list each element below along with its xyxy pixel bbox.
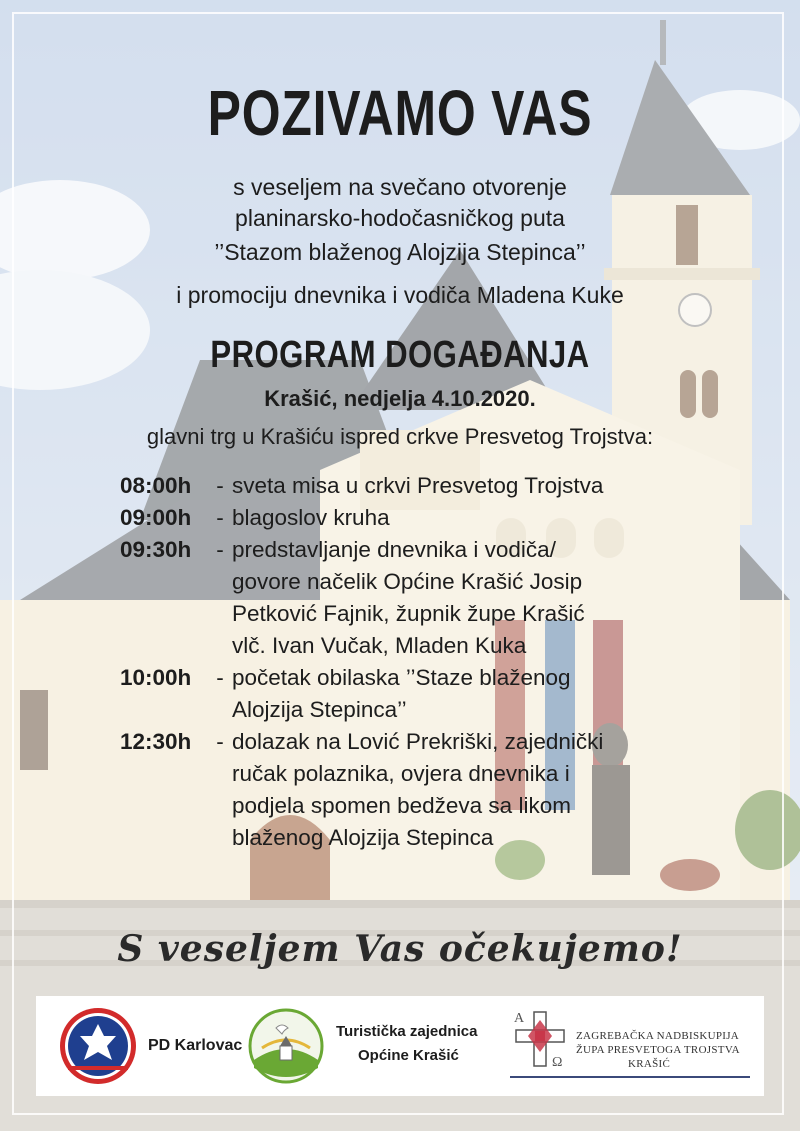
schedule-line: Alojzija Stepinca’’: [232, 697, 407, 722]
schedule-list: [120, 470, 740, 854]
pd-karlovac-label: PD Karlovac: [148, 1037, 243, 1054]
closing-message: S veseljem Vas očekujemo!: [117, 928, 683, 970]
schedule-time: 09:00h: [120, 505, 192, 530]
krasic-label: KRAŠIĆ: [628, 1058, 671, 1070]
schedule-time: 12:30h: [120, 729, 192, 754]
schedule-line: blagoslov kruha: [232, 505, 390, 530]
schedule-line: početak obilaska ’’Staze blaženog: [232, 665, 571, 690]
schedule-description: [232, 534, 740, 662]
nadbiskupija-underline: [510, 1076, 750, 1078]
schedule-line: govore načelik Općine Krašić Josip: [232, 569, 583, 594]
schedule-dash: -: [216, 665, 224, 690]
nadbiskupija-cross-logo: [510, 1006, 570, 1072]
schedule-line: Petković Fajnik, župnik župe Krašić: [232, 601, 585, 626]
schedule-dash: -: [216, 729, 224, 754]
omega-symbol: Ω: [552, 1055, 563, 1070]
nadbiskupija-label: ZAGREBAČKA NADBISKUPIJA: [576, 1030, 740, 1042]
zupa-label: ŽUPA PRESVETOGA TROJSTVA: [576, 1044, 740, 1056]
schedule-item: [120, 502, 740, 534]
schedule-item: [120, 726, 740, 854]
schedule-time: 10:00h: [120, 665, 192, 690]
turisticka-zajednica-logo: [248, 1008, 324, 1084]
event-date: Krašić, nedjelja 4.10.2020.: [264, 386, 536, 411]
schedule-line: vlč. Ivan Vučak, Mladen Kuka: [232, 633, 527, 658]
schedule-description: [232, 502, 740, 534]
turisticka-zajednica-label: Turistička zajednica: [336, 1023, 478, 1040]
schedule-dash: -: [216, 505, 224, 530]
schedule-line: ručak polaznika, ovjera dnevnika i: [232, 761, 570, 786]
schedule-line: dolazak na Lović Prekriški, zajednički: [232, 729, 604, 754]
alpha-symbol: A: [514, 1011, 525, 1026]
event-location: glavni trg u Krašiću ispred crkve Presvetog Trojstva:: [146, 424, 654, 449]
schedule-dash: -: [216, 473, 224, 498]
intro-line-3: ’’Stazom blaženog Alojzija Stepinca’’: [214, 239, 586, 265]
schedule-item: [120, 534, 740, 662]
intro-line-1: s veseljem na svečano otvorenje: [233, 174, 567, 200]
schedule-line: sveta misa u crkvi Presvetog Trojstva: [232, 473, 604, 498]
schedule-description: [232, 470, 740, 502]
page-title: POZIVAMO VAS: [207, 77, 593, 149]
schedule-time: 08:00h: [120, 473, 192, 498]
intro-line-4: i promociju dnevnika i vodiča Mladena Kuke: [176, 282, 624, 308]
schedule-time: 09:30h: [120, 537, 192, 562]
schedule-line: podjela spomen bedževa sa likom: [232, 793, 571, 818]
schedule-line: blaženog Alojzija Stepinca: [232, 825, 494, 850]
schedule-item: [120, 662, 740, 726]
pd-karlovac-logo: [58, 1006, 138, 1086]
opcine-krasic-label: Općine Krašić: [358, 1047, 459, 1064]
schedule-description: [232, 726, 740, 854]
program-title: PROGRAM DOGAĐANJA: [210, 334, 590, 376]
schedule-item: [120, 470, 740, 502]
schedule-line: predstavljanje dnevnika i vodiča/: [232, 537, 556, 562]
schedule-dash: -: [216, 537, 224, 562]
intro-line-2: planinarsko-hodočasničkog puta: [235, 205, 565, 231]
schedule-description: [232, 662, 740, 726]
sponsor-logos-bar: [36, 996, 764, 1096]
